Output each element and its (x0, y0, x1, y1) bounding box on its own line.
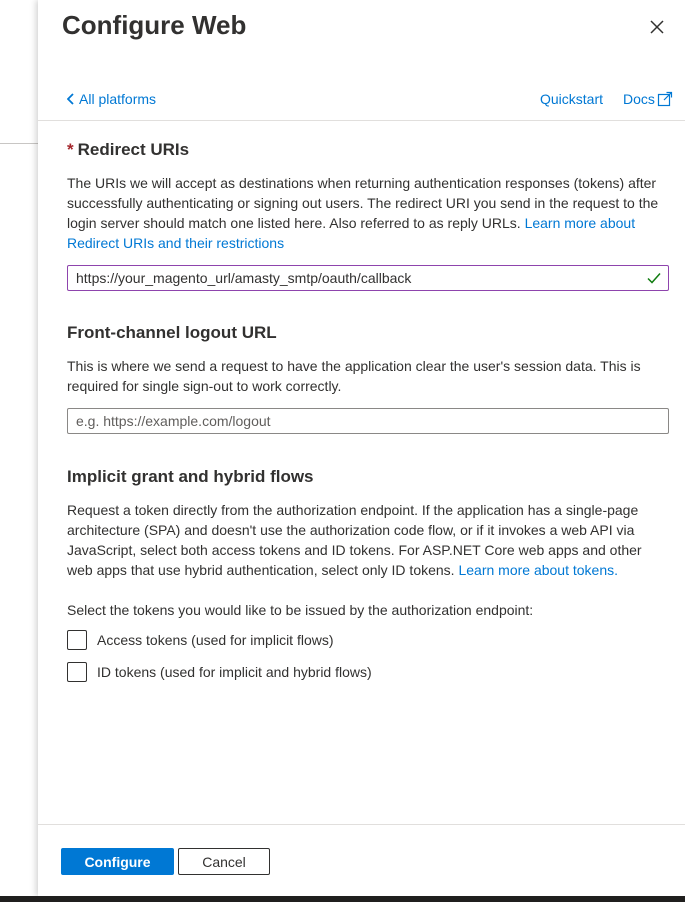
tokens-learn-more-link[interactable]: Learn more about tokens. (458, 562, 619, 578)
access-tokens-label: Access tokens (used for implicit flows) (97, 632, 334, 648)
implicit-grant-description (67, 500, 669, 580)
chevron-left-icon (67, 93, 75, 105)
configure-web-panel (38, 0, 685, 896)
panel-content (67, 140, 669, 682)
all-platforms-link[interactable] (67, 91, 156, 107)
access-tokens-checkbox[interactable] (67, 630, 87, 650)
logout-url-input[interactable] (67, 408, 669, 434)
logout-url-placeholder: e.g. https://example.com/logout (76, 413, 271, 429)
all-platforms-label: All platforms (79, 91, 157, 107)
docs-link[interactable] (623, 91, 673, 107)
header-divider (38, 120, 685, 121)
logout-url-description: This is where we send a request to have the application clear the user's session data. This is required for single sign-out to work correctly. (67, 358, 641, 394)
close-button[interactable] (646, 16, 668, 38)
implicit-grant-heading: Implicit grant and hybrid flows (67, 467, 314, 486)
footer-divider (38, 824, 685, 825)
redirect-uris-description (67, 173, 669, 253)
panel-title: Configure Web (62, 10, 247, 40)
token-select-prompt: Select the tokens you would like to be issued by the authorization endpoint: (67, 602, 534, 618)
access-tokens-option[interactable] (67, 630, 669, 650)
redirect-uris-title: Redirect URIs (77, 140, 190, 159)
cancel-button[interactable]: Cancel (178, 848, 270, 875)
background-blade (0, 0, 38, 902)
redirect-uri-input[interactable] (67, 265, 669, 291)
id-tokens-option[interactable] (67, 662, 669, 682)
implicit-grant-description-text: Request a token directly from the authorization endpoint. If the application has a single-page architecture (SPA) and doesn't use the authorization code flow, or if it invokes a web API via JavaScript, select both access tokens and ID tokens. For ASP.NET Core web apps and other web apps that use hybrid authentication, select only ID tokens. (67, 502, 642, 578)
logout-url-heading: Front-channel logout URL (67, 323, 277, 342)
redirect-uri-value: https://your_magento_url/amasty_smtp/oauth/callback (76, 270, 412, 286)
quickstart-link[interactable]: Quickstart (540, 91, 604, 107)
docs-label: Docs (623, 91, 655, 107)
required-marker: * (67, 140, 74, 159)
redirect-uris-description-text: The URIs we will accept as destinations when returning authentication responses (tokens) after successfully authenticating or signing out users. The redirect URI you send in the request to the login server should match one listed here. Also referred to as reply URLs. (67, 175, 659, 231)
redirect-uris-learn-more-link[interactable]: Learn more about Redirect URIs and their restrictions (67, 215, 636, 251)
background-divider (0, 143, 38, 144)
configure-button[interactable]: Configure (61, 848, 174, 875)
id-tokens-label: ID tokens (used for implicit and hybrid flows) (97, 664, 372, 680)
checkmark-icon (646, 270, 662, 286)
id-tokens-checkbox[interactable] (67, 662, 87, 682)
close-icon (646, 16, 668, 38)
taskbar-strip (0, 896, 685, 902)
redirect-uris-heading (67, 140, 669, 160)
external-link-icon (657, 91, 673, 107)
